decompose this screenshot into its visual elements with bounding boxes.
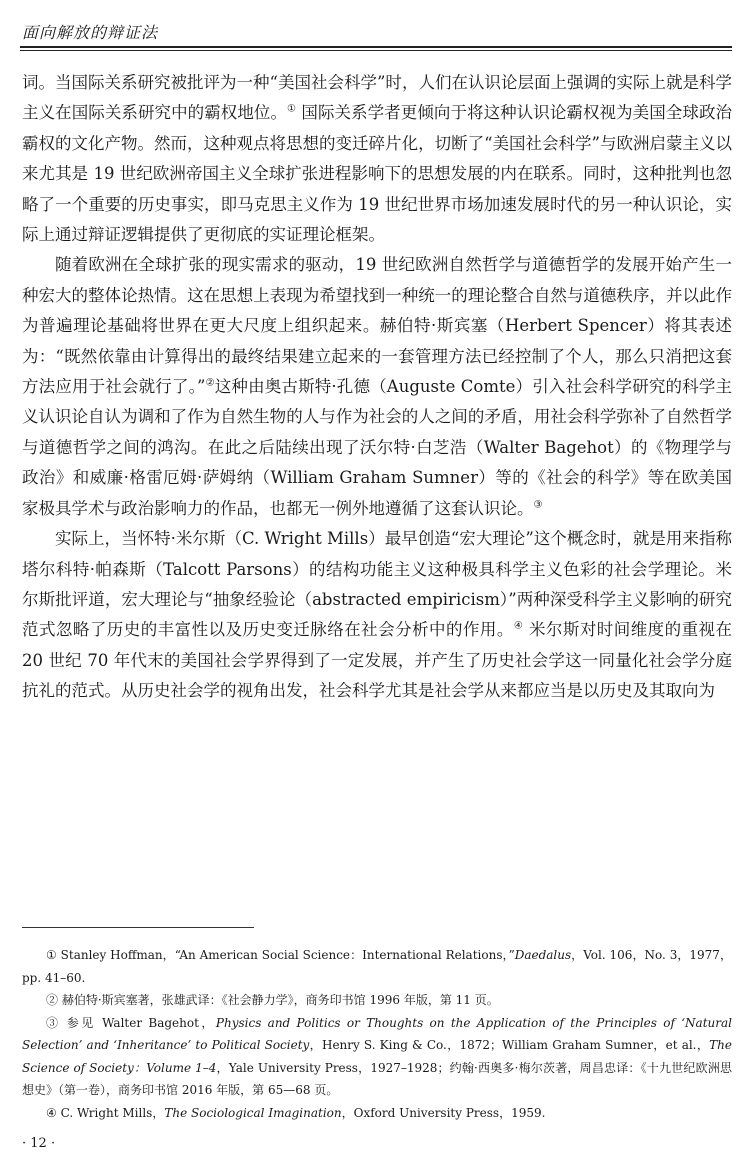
- footnote-3-title-2: The Science of Society：Volume 1–4: [22, 1038, 732, 1075]
- header-rule-thick: [20, 46, 732, 48]
- footnote-2-text: 赫伯特·斯宾塞著，张雄武译：《社会静力学》，商务印书馆 1996 年版，第 11 页。: [58, 993, 499, 1007]
- footnote-3: [22, 1012, 732, 1102]
- footnote-3-mark: ③: [46, 1015, 61, 1030]
- footnote-1-journal: Daedalus: [514, 948, 572, 962]
- footnote-ref-2[interactable]: ②: [205, 377, 215, 389]
- footnote-3-title-1: Physics and Politics or Thoughts on the Application of the Principles of ‘Natural Selection’ and ‘Inheritance’ to Political Society: [22, 1015, 732, 1052]
- main-text: [22, 68, 732, 707]
- paragraph-3-part-b: 米尔斯对时间维度的重视在 20 世纪 70 年代末的美国社会学界得到了一定发展，并产生了历史社会学这一同量化社会学分庭抗礼的范式。从历史社会学的视角出发，社会科学尤其是社会学从来都应当是以历史及其取向为: [22, 620, 733, 701]
- header-rule-thin: [20, 50, 732, 51]
- page-number: · 12 ·: [22, 1136, 56, 1151]
- footnote-1-text-a: Stanley Hoffman，“An American Social Science：International Relations，”: [56, 948, 515, 962]
- footnote-separator: [22, 927, 254, 928]
- footnote-4-title: The Sociological Imagination: [164, 1105, 342, 1120]
- paragraph-2: [22, 250, 732, 524]
- footnote-1-text-b: ，Vol. 106，No. 3，1977，pp. 41–60.: [22, 948, 732, 985]
- footnote-1: [22, 944, 732, 989]
- paragraph-3: [22, 524, 732, 706]
- footnote-4-text-b: ，Oxford University Press，1959.: [341, 1105, 546, 1120]
- paragraph-2-part-b: 这种由奥古斯特·孔德（Auguste Comte）引入社会科学研究的科学主义认识论自认为调和了作为自然生物的人与作为社会的人之间的矛盾，用社会科学弥补了自然哲学与道德哲学之间的鸿沟。在此之后陆续出现了沃尔特·白芝浩（Walter Bagehot）的《物理学与政治》和威廉·格雷厄姆·萨姆纳（William Graham Sumner）等的《社会的科学》等在欧美国家极具学术与政治影响力的作品，也都无一例外地遵循了这套认识论。: [22, 377, 732, 518]
- running-header: 面向解放的辩证法: [22, 23, 159, 42]
- footnote-3-text-b: ，Henry S. King & Co.，1872；William Graham Sumner，et al.，: [309, 1038, 710, 1052]
- footnote-3-text-c: ，Yale University Press，1927–1928；约翰·西奥多·梅尔茨著，周昌忠译：《十九世纪欧洲思想史》（第一卷），商务印书馆 2016 年版，第 65—68 页。: [22, 1060, 732, 1097]
- paragraph-1-part-a: 词。当国际关系研究被批评为一种“美国社会科学”时，人们在认识论层面上强调的实际上就是科学主义在国际关系研究中的霸权地位。: [22, 73, 732, 123]
- footnote-ref-4[interactable]: ④: [513, 620, 524, 632]
- paragraph-3-part-a: 实际上，当怀特·米尔斯（C. Wright Mills）最早创造“宏大理论”这个概念时，就是用来指称塔尔科特·帕森斯（Talcott Parsons）的结构功能主义这种极具科学主义色彩的社会学理论。米尔斯批评道，宏大理论与“抽象经验论（abstracted empiricism）”两种深受科学主义影响的研究范式忽略了历史的丰富性以及历史变迁脉络在社会分析中的作用。: [22, 529, 732, 640]
- footnote-1-mark: ①: [46, 948, 57, 962]
- footnote-ref-1[interactable]: ①: [287, 103, 297, 115]
- footnote-2: [22, 989, 732, 1012]
- paragraph-1: [22, 68, 732, 250]
- paragraph-1-part-b: 国际关系学者更倾向于将这种认识论霸权视为美国全球政治霸权的文化产物。然而，这种观点将思想的变迁碎片化，切断了“美国社会科学”与欧洲启蒙主义以来尤其是 19 世纪欧洲帝国主义全球扩张进程影响下的思想发展的内在联系。同时，这种批判也忽略了一个重要的历史事实，即马克思主义作为 19 世纪世界市场加速发展时代的另一种认识论，实际上通过辩证逻辑提供了更彻底的实证理论框架。: [22, 103, 733, 245]
- footnote-ref-3[interactable]: ③: [533, 499, 543, 511]
- footnote-4-mark: ④: [46, 1105, 57, 1120]
- footnote-4-text-a: C. Wright Mills，: [56, 1105, 165, 1120]
- footnotes: [22, 944, 732, 1124]
- footnote-2-mark: ②: [46, 993, 59, 1007]
- footnote-4: [22, 1102, 732, 1125]
- footnote-3-text-a: 参见 Walter Bagehot，: [60, 1015, 216, 1030]
- paragraph-2-part-a: 随着欧洲在全球扩张的现实需求的驱动，19 世纪欧洲自然哲学与道德哲学的发展开始产生一种宏大的整体论热情。这在思想上表现为希望找到一种统一的理论整合自然与道德秩序，并以此作为普遍理论基础将世界在更大尺度上组织起来。赫伯特·斯宾塞（Herbert Spencer）将其表述为：“既然依靠由计算得出的最终结果建立起来的一套管理方法已经控制了个人，那么只消把这套方法应用于社会就行了。”: [22, 255, 732, 397]
